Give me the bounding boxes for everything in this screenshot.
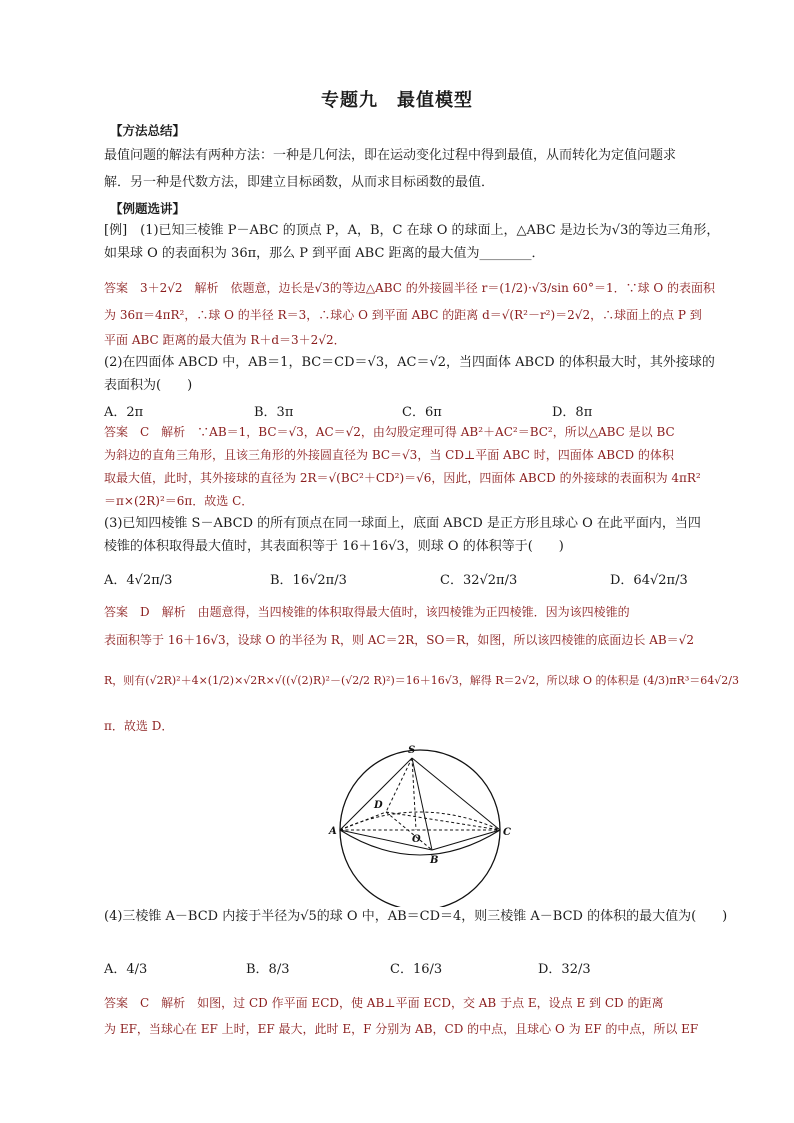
label-o: O: [412, 834, 421, 845]
answer-2-line: 为斜边的直角三角形，且该三角形的外接圆直径为 BC＝√3，当 CD⊥平面 ABC 时，四面体 ABCD 的体积: [104, 448, 674, 462]
answer-2-line: 答案 C 解析 ∵AB＝1，BC＝√3，AC＝√2，由勾股定理可得 AB²＋AC²＝BC²，所以△ABC 是以 BC: [104, 425, 675, 439]
sphere-pyramid-figure: [320, 742, 520, 907]
option-b[interactable]: B．16√2π/3: [270, 573, 347, 588]
question-4-line: (4)三棱锥 A－BCD 内接于半径为√5的球 O 中，AB＝CD＝4，则三棱锥 A－BCD 的体积的最大值为( ): [104, 909, 728, 924]
answer-3-line: π．故选 D．: [104, 719, 174, 733]
answer-1-line: 平面 ABC 距离的最大值为 R＋d＝3＋2√2．: [104, 333, 346, 347]
edge-sd: [386, 758, 412, 812]
equator-back: [340, 812, 500, 830]
figure-svg: [320, 742, 520, 907]
option-a[interactable]: A．2π: [104, 405, 144, 420]
answer-2-line: ＝π×(2R)²＝6π．故选 C．: [104, 494, 254, 508]
answer-4-line: 为 EF，当球心在 EF 上时，EF 最大，此时 E，F 分别为 AB，CD 的中点，且球心 O 为 EF 的中点，所以 EF: [104, 1022, 699, 1036]
label-s: S: [408, 745, 416, 756]
section-examples-heading: 【例题选讲】: [110, 201, 186, 216]
option-b[interactable]: B．3π: [254, 405, 294, 420]
answer-4-line: 答案 C 解析 如图，过 CD 作平面 ECD，使 AB⊥平面 ECD，交 AB 于点 E，设点 E 到 CD 的距离: [104, 996, 664, 1010]
question-2-line: 表面积为( ): [104, 378, 193, 393]
option-d[interactable]: D．32/3: [538, 962, 591, 977]
section-method-heading: 【方法总结】: [110, 123, 186, 138]
label-b: B: [430, 855, 439, 866]
answer-3-line: 表面积等于 16＋16√3，设球 O 的半径为 R，则 AC＝2R，SO＝R，如图，所以该四棱锥的底面边长 AB＝√2: [104, 633, 694, 647]
sphere-outline: [340, 750, 500, 907]
label-c: C: [503, 827, 511, 838]
edge-ad: [340, 812, 386, 830]
edge-sa: [340, 758, 412, 830]
option-c[interactable]: C．16/3: [390, 962, 443, 977]
option-d[interactable]: D．8π: [552, 405, 593, 420]
answer-3-line: R，则有(√2R)²＋4×(1/2)×√2R×√((√(2)R)²－(√2/2 R)²)＝16＋16√3，解得 R＝2√2，所以球 O 的体积是 (4/3)πR³＝64√2/3: [104, 674, 739, 687]
option-a[interactable]: A．4√2π/3: [104, 573, 173, 588]
question-2-line: (2)在四面体 ABCD 中，AB＝1，BC＝CD＝√3，AC＝√2，当四面体 ABCD 的体积最大时，其外接球的: [104, 355, 715, 370]
answer-1-line: 为 36π＝4πR²，∴球 O 的半径 R＝3，∴球心 O 到平面 ABC 的距离 d＝√(R²－r²)＝2√2，∴球面上的点 P 到: [104, 308, 702, 322]
answer-1-line: 答案 3＋2√2 解析 依题意，边长是√3的等边△ABC 的外接圆半径 r＝(1/2)·√3/sin 60°＝1．∵球 O 的表面积: [104, 281, 716, 295]
option-c[interactable]: C．6π: [402, 405, 442, 420]
option-b[interactable]: B．8/3: [246, 962, 290, 977]
answer-3-line: 答案 D 解析 由题意得，当四棱锥的体积取得最大值时，该四棱锥为正四棱锥．因为该四棱锥的: [104, 605, 630, 619]
label-d: D: [374, 800, 383, 811]
question-1-line: [例] (1)已知三棱锥 P－ABC 的顶点 P，A，B，C 在球 O 的球面上，△ABC 是边长为√3的等边三角形，: [104, 223, 720, 238]
question-1-line: 如果球 O 的表面积为 36π，那么 P 到平面 ABC 距离的最大值为________．: [104, 246, 545, 261]
option-a[interactable]: A．4/3: [104, 962, 148, 977]
method-line: 最值问题的解法有两种方法：一种是几何法，即在运动变化过程中得到最值，从而转化为定值问题求: [104, 148, 677, 163]
label-a: A: [329, 826, 337, 837]
page-title: 专题九 最值模型: [321, 90, 473, 111]
option-d[interactable]: D．64√2π/3: [610, 573, 688, 588]
answer-2-line: 取最大值，此时，其外接球的直径为 2R＝√(BC²＋CD²)＝√6，因此，四面体 ABCD 的外接球的表面积为 4πR²: [104, 471, 701, 485]
question-3-line: 棱锥的体积取得最大值时，其表面积等于 16＋16√3，则球 O 的体积等于( ): [104, 539, 564, 554]
edge-dc: [386, 812, 500, 830]
question-3-line: (3)已知四棱锥 S－ABCD 的所有顶点在同一球面上，底面 ABCD 是正方形且球心 O 在此平面内，当四: [104, 516, 701, 531]
option-c[interactable]: C．32√2π/3: [440, 573, 518, 588]
method-line: 解．另一种是代数方法，即建立目标函数，从而求目标函数的最值．: [104, 175, 495, 190]
